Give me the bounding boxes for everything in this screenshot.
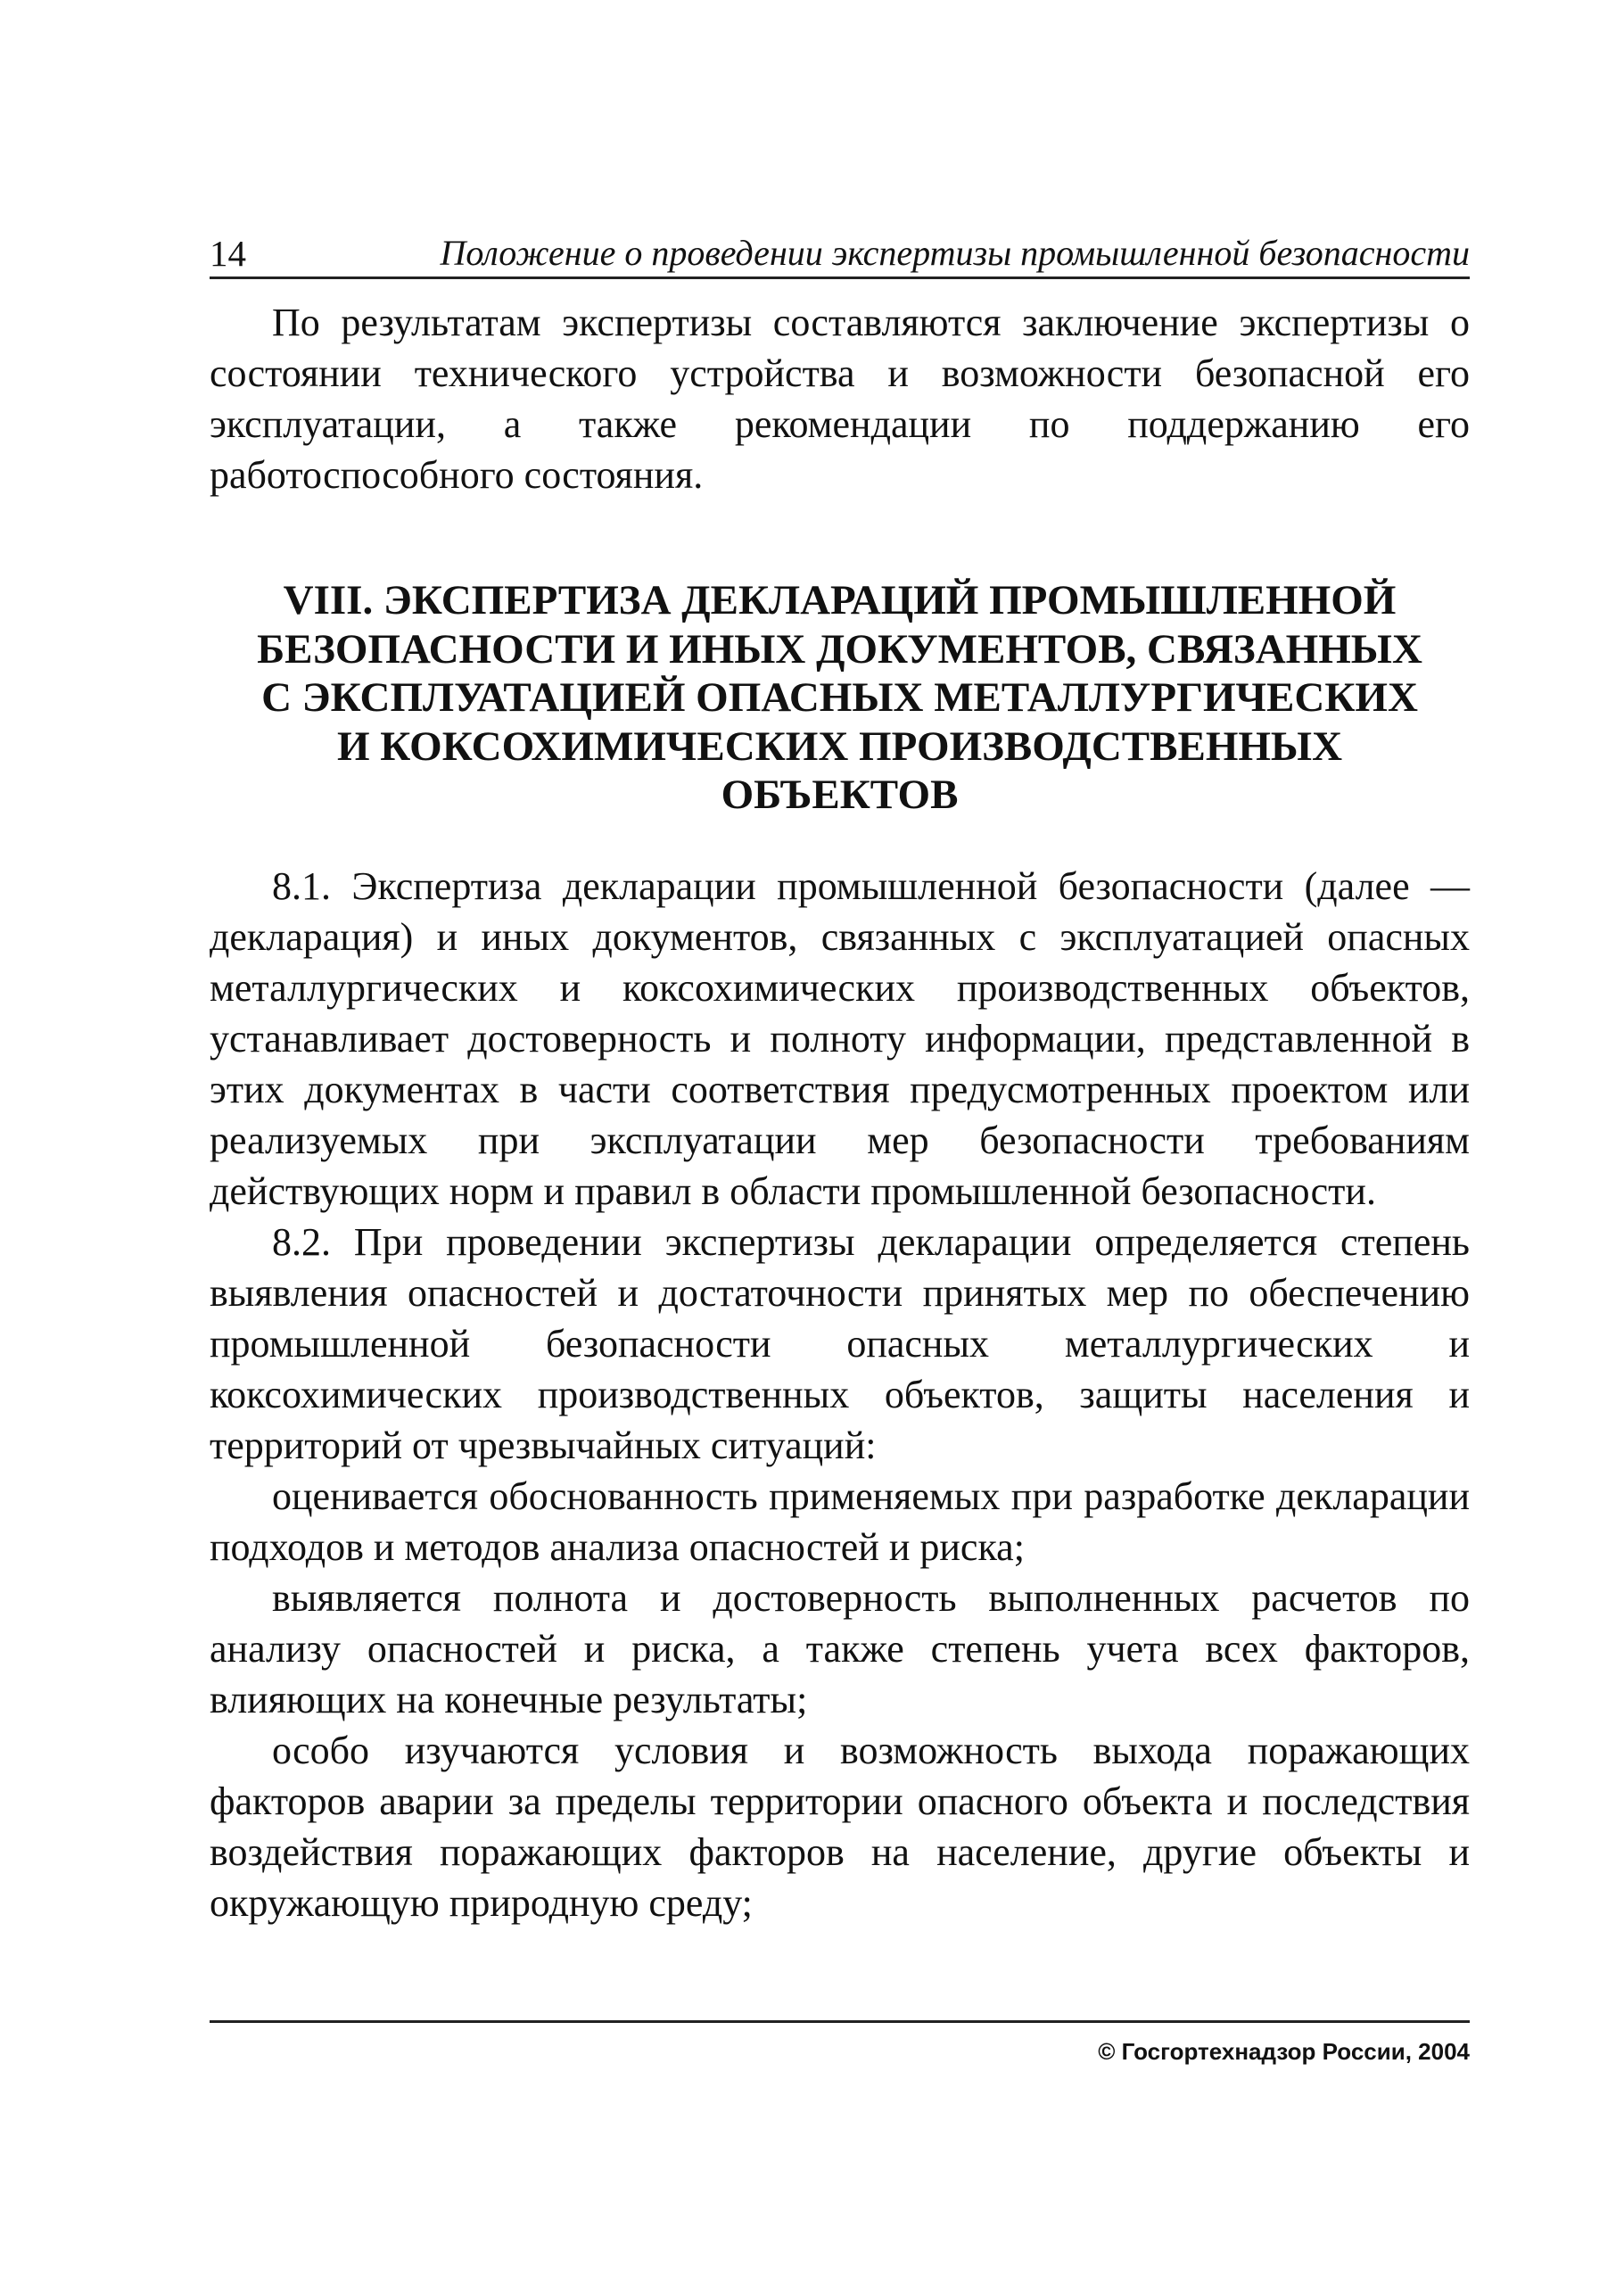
page-header xyxy=(210,230,1470,279)
footer-divider xyxy=(210,2020,1470,2023)
list-item-calculations: выявляется полнота и достоверность выполненных расчетов по анализу опасностей и риска, а также степень учета всех факторов, влияющих на конечные результаты; xyxy=(210,1576,1470,1721)
section-title-line: ОБЪЕКТОВ xyxy=(721,772,959,818)
intro-paragraph: По результатам экспертизы составляются заключение экспертизы о состоянии технического устройства и возможности безопасной его эксплуатации, а также рекомендации по поддержанию его работоспособного состояния. xyxy=(210,301,1470,497)
section-body xyxy=(210,861,1470,1928)
section-title-line: И КОКСОХИМИЧЕСКИХ ПРОИЗВОДСТВЕННЫХ xyxy=(336,722,1343,770)
section-title xyxy=(210,576,1470,820)
running-title: Положение о проведении экспертизы промышленной безопасности xyxy=(440,233,1470,273)
list-item-assessment: оценивается обоснованность применяемых при разработке декларации подходов и методов анализа опасностей и риска; xyxy=(210,1474,1470,1569)
paragraph-8-2: 8.2. При проведении экспертизы декларации определяется степень выявления опасностей и достаточности принятых мер по обеспечению промышленной безопасности опасных металлургических и коксохимических производственных объектов, защиты населения и территорий от чрезвычайных ситуаций: xyxy=(210,1220,1470,1467)
list-item-damage-factors: особо изучаются условия и возможность выхода поражающих факторов аварии за пределы территории опасного объекта и последствия воздействия поражающих факторов на население, другие объекты и окружающую природную среду; xyxy=(210,1729,1470,1925)
paragraph-8-1: 8.1. Экспертиза декларации промышленной безопасности (далее — декларация) и иных документов, связанных с эксплуатацией опасных металлургических и коксохимических производственных объектов, устанавливает достоверность и полноту информации, представленной в этих документах в части соответствия предусмотренных проектом или реализуемых при эксплуатации мер безопасности требованиям действующих норм и правил в области промышленной безопасности. xyxy=(210,864,1470,1213)
section-title-line: С ЭКСПЛУАТАЦИЕЙ ОПАСНЫХ МЕТАЛЛУРГИЧЕСКИХ xyxy=(261,674,1418,721)
footer-copyright: © Госгортехнадзор России, 2004 xyxy=(1098,2038,1470,2065)
section-title-line: VIII. ЭКСПЕРТИЗА ДЕКЛАРАЦИЙ ПРОМЫШЛЕННОЙ xyxy=(283,577,1397,623)
page-number: 14 xyxy=(210,233,246,274)
section-title-line: БЕЗОПАСНОСТИ И ИНЫХ ДОКУМЕНТОВ, СВЯЗАННЫХ xyxy=(257,625,1422,673)
intro-section xyxy=(210,297,1470,500)
